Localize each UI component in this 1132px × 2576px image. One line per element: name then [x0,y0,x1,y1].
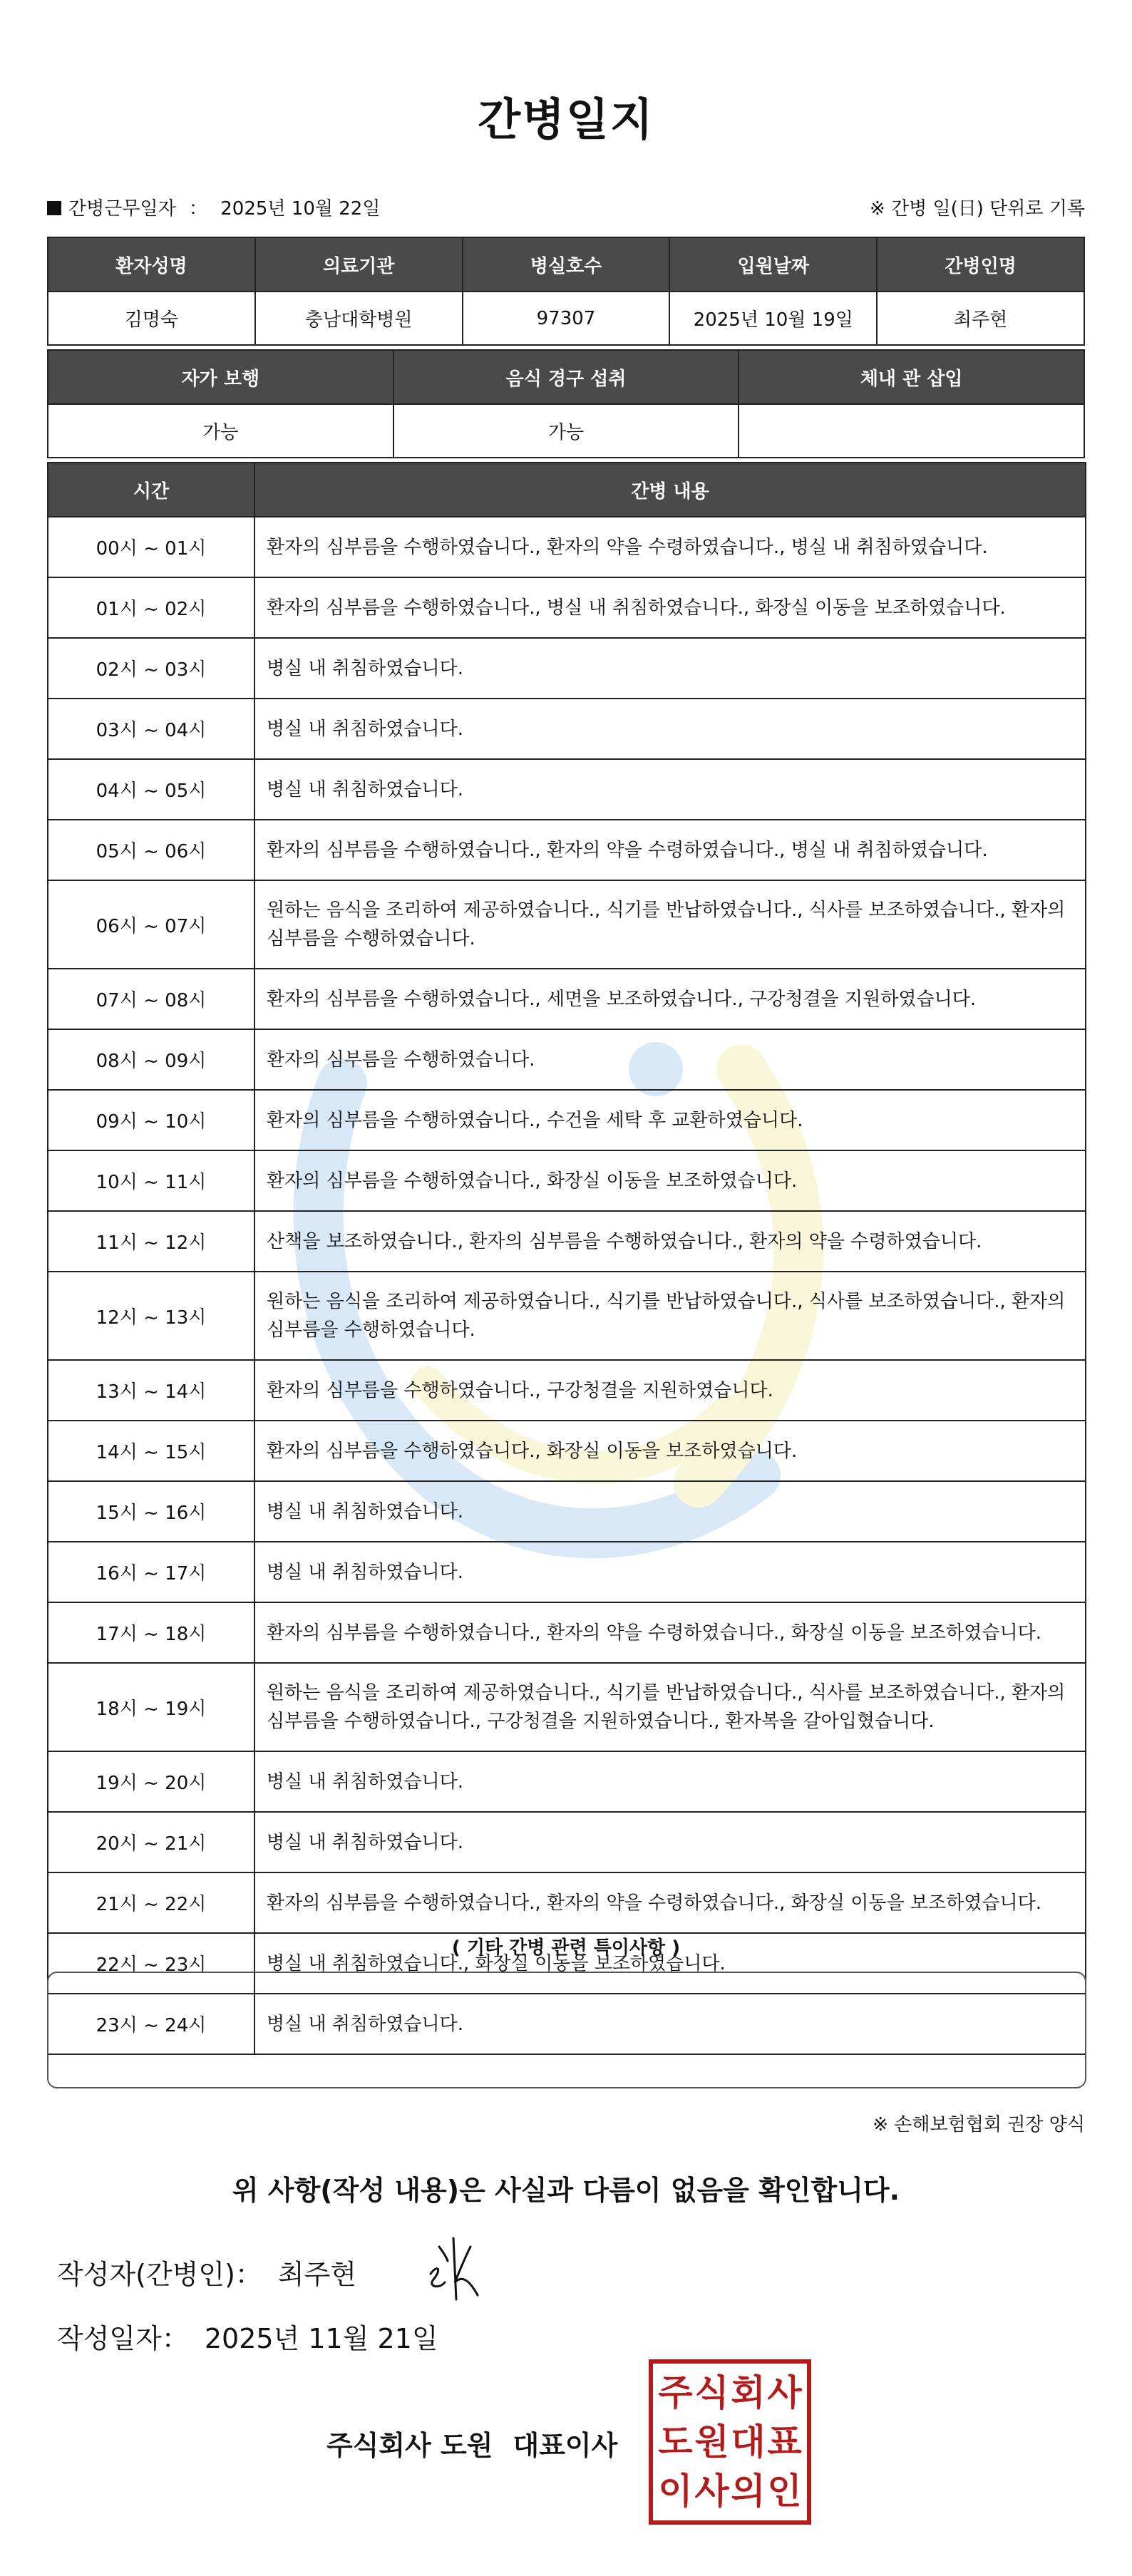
log-content: 환자의 심부름을 수행하였습니다., 화장실 이동을 보조하였습니다. [254,1150,1086,1211]
table-row [48,1481,1086,1542]
log-content: 환자의 심부름을 수행하였습니다., 환자의 약을 수령하였습니다., 화장실 이동을 보조하였습니다. [254,1872,1086,1933]
table-row [48,1090,1086,1150]
log-time: 02시 ~ 03시 [48,638,254,699]
log-content: 원하는 음식을 조리하여 제공하였습니다., 식기를 반납하였습니다., 식사를 보조하였습니다., 환자의 심부름을 수행하였습니다., 구강청결을 지원하였습니다., 환자복을 갈아입혔습니다. [254,1663,1086,1751]
log-content: 병실 내 취침하였습니다. [254,1812,1086,1872]
log-time: 23시 ~ 24시 [48,1994,254,2054]
confirm-statement: 위 사항(작성 내용)은 사실과 다름이 없음을 확인합니다. [232,2175,900,2206]
seal-char: 주 [658,2371,693,2413]
table-row [48,1421,1086,1481]
log-content: 환자의 심부름을 수행하였습니다. [254,1029,1086,1090]
header-room-number: 병실호수 [463,237,670,292]
log-time: 06시 ~ 07시 [48,880,254,969]
table-row [48,699,1086,759]
write-date-line [57,2317,438,2356]
log-time: 20시 ~ 21시 [48,1812,254,1872]
log-content: 원하는 음식을 조리하여 제공하였습니다., 식기를 반납하였습니다., 식사를 보조하였습니다., 환자의 심부름을 수행하였습니다. [254,880,1086,969]
ability-table [47,349,1085,458]
write-date-value: 2025년 11월 21일 [204,2323,438,2354]
tube-insertion [739,404,1084,458]
log-time: 13시 ~ 14시 [48,1360,254,1421]
table-row [48,1360,1086,1421]
header-patient-name: 환자성명 [48,237,255,292]
header-hospital: 의료기관 [255,237,463,292]
write-date-label: 작성일자： [57,2323,189,2354]
admission-date: 2025년 10월 19일 [669,292,877,345]
hospital: 충남대학병원 [255,292,463,345]
table-row [48,1542,1086,1602]
meta-row [47,194,1085,222]
log-content: 병실 내 취침하였습니다. [254,1481,1086,1542]
log-content: 병실 내 취침하였습니다. [254,699,1086,759]
log-time: 22시 ~ 23시 [48,1933,254,1994]
seal-char: 인 [767,2471,802,2513]
seal-char: 식 [694,2371,729,2413]
log-content: 환자의 심부름을 수행하였습니다., 병실 내 취침하였습니다., 화장실 이동을 보조하였습니다. [254,577,1086,638]
seal-char: 사 [767,2371,802,2413]
table-row [48,1029,1086,1090]
table-row [48,1663,1086,1751]
table-row [48,759,1086,820]
company-line [326,2423,617,2463]
log-time: 15시 ~ 16시 [48,1481,254,1542]
remarks-box [47,1972,1086,2088]
caregiver-name: 최주현 [877,292,1084,345]
log-time: 10시 ~ 11시 [48,1150,254,1211]
log-time: 19시 ~ 20시 [48,1751,254,1812]
log-time: 00시 ~ 01시 [48,517,254,577]
writer-name: 최주현 [277,2259,357,2290]
log-content: 환자의 심부름을 수행하였습니다., 환자의 약을 수령하였습니다., 병실 내 취침하였습니다. [254,820,1086,880]
seal-char: 원 [694,2421,729,2463]
remarks-title: ( 기타 간병 관련 특이사항 ) [451,1937,681,1959]
table-row [48,1150,1086,1211]
company-name: 주식회사 도원 [326,2430,493,2461]
table-row [48,1211,1086,1272]
log-time: 12시 ~ 13시 [48,1272,254,1360]
log-content: 병실 내 취침하였습니다., 화장실 이동을 보조하였습니다. [254,1933,1086,1994]
log-time: 07시 ~ 08시 [48,969,254,1029]
table-row [48,1872,1086,1933]
header-tube-insertion: 체내 관 삽입 [739,350,1084,404]
company-seal-icon [649,2359,811,2525]
seal-char: 회 [731,2371,766,2413]
log-content: 병실 내 취침하였습니다. [254,1994,1086,2054]
table-row [48,969,1086,1029]
work-date-separator: ： [188,198,207,220]
recommend-note: ※ 손해보험협회 권장 양식 [873,2114,1085,2135]
log-content: 환자의 심부름을 수행하였습니다., 세면을 보조하였습니다., 구강청결을 지원하였습니다. [254,969,1086,1029]
seal-char: 도 [658,2421,693,2463]
log-time: 14시 ~ 15시 [48,1421,254,1481]
log-time: 09시 ~ 10시 [48,1090,254,1150]
log-time: 16시 ~ 17시 [48,1542,254,1602]
seal-char: 의 [731,2471,766,2513]
table-row [48,1272,1086,1360]
document-title: 간병일지 [478,93,654,145]
writer-line [57,2252,356,2292]
handwritten-signature-icon [421,2232,485,2304]
patient-name: 김명숙 [48,292,255,345]
log-content: 환자의 심부름을 수행하였습니다., 환자의 약을 수령하였습니다., 화장실 이동을 보조하였습니다. [254,1602,1086,1663]
table-row [48,517,1086,577]
self-walking: 가능 [48,404,393,458]
log-time: 08시 ~ 09시 [48,1029,254,1090]
work-date-value: 2025년 10월 22일 [220,198,381,220]
log-content: 병실 내 취침하였습니다. [254,1751,1086,1812]
table-row [48,880,1086,969]
log-time: 04시 ~ 05시 [48,759,254,820]
table-row [48,1602,1086,1663]
log-time: 17시 ~ 18시 [48,1602,254,1663]
table-row [48,1751,1086,1812]
room-number: 97307 [463,292,670,345]
log-time: 18시 ~ 19시 [48,1663,254,1751]
table-row [48,820,1086,880]
header-oral-intake: 음식 경구 섭취 [393,350,739,404]
patient-info-table [47,237,1085,346]
seal-char: 사 [694,2471,729,2513]
work-date [47,194,380,220]
oral-intake: 가능 [393,404,739,458]
log-content: 산책을 보조하였습니다., 환자의 심부름을 수행하였습니다., 환자의 약을 수령하였습니다. [254,1211,1086,1272]
seal-char: 이 [658,2471,693,2513]
log-content: 병실 내 취침하였습니다. [254,1542,1086,1602]
header-self-walking: 자가 보행 [48,350,393,404]
log-content: 환자의 심부름을 수행하였습니다., 화장실 이동을 보조하였습니다. [254,1421,1086,1481]
table-row [48,577,1086,638]
header-admission-date: 입원날짜 [669,237,877,292]
log-time: 21시 ~ 22시 [48,1872,254,1933]
writer-label: 작성자(간병인)： [57,2259,262,2290]
log-content: 환자의 심부름을 수행하였습니다., 환자의 약을 수령하였습니다., 병실 내 취침하였습니다. [254,517,1086,577]
log-content: 병실 내 취침하였습니다. [254,638,1086,699]
care-log-rows [48,517,1086,2054]
log-content: 환자의 심부름을 수행하였습니다., 수건을 세탁 후 교환하였습니다. [254,1090,1086,1150]
log-time: 11시 ~ 12시 [48,1211,254,1272]
header-caregiver-name: 간병인명 [877,237,1084,292]
square-bullet-icon [47,201,61,215]
header-time: 시간 [48,463,254,517]
log-time: 03시 ~ 04시 [48,699,254,759]
work-date-label: 간병근무일자 [68,198,176,220]
care-log-table [47,462,1086,2055]
log-content: 병실 내 취침하였습니다. [254,759,1086,820]
log-time: 05시 ~ 06시 [48,820,254,880]
table-row [48,1812,1086,1872]
log-content: 원하는 음식을 조리하여 제공하였습니다., 식기를 반납하였습니다., 식사를 보조하였습니다., 환자의 심부름을 수행하였습니다. [254,1272,1086,1360]
log-time: 01시 ~ 02시 [48,577,254,638]
seal-char: 표 [767,2421,802,2463]
seal-char: 대 [731,2421,766,2463]
log-content: 환자의 심부름을 수행하였습니다., 구강청결을 지원하였습니다. [254,1360,1086,1421]
unit-note: ※ 간병 일(日) 단위로 기록 [869,198,1085,220]
header-care-content: 간병 내용 [254,463,1086,517]
company-representative: 대표이사 [513,2430,618,2461]
table-row [48,638,1086,699]
